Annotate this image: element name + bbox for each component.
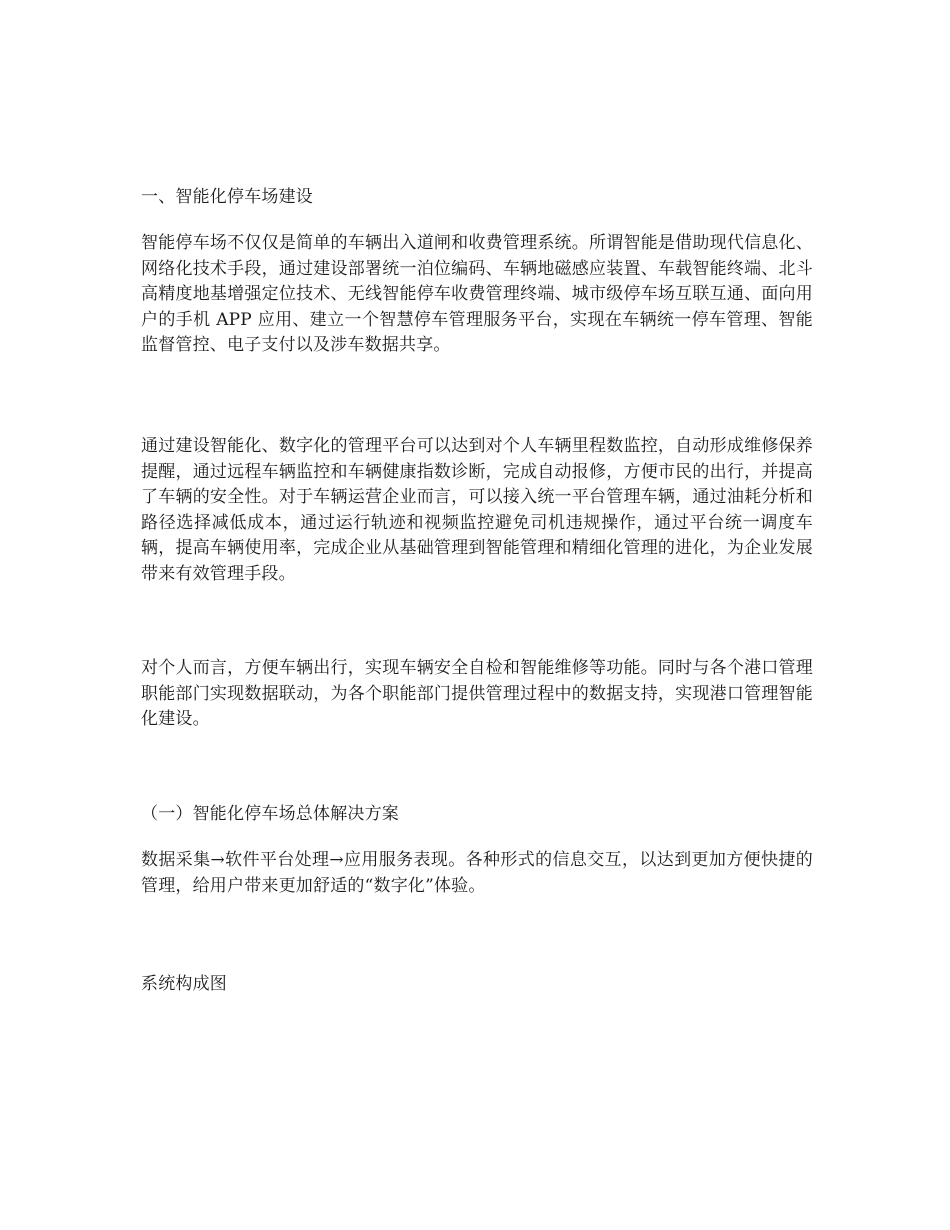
paragraph-personal-benefits: 对个人而言，方便车辆出行，实现车辆安全自检和智能维修等功能。同时与各个港口管理职能部门实现数据联动，为各个职能部门提供管理过程中的数据支持，实现港口管理智能化建设。 bbox=[141, 658, 813, 730]
paragraph-data-flow: 数据采集→软件平台处理→应用服务表现。各种形式的信息交互，以达到更加方便快捷的管理，给用户带来更加舒适的“数字化”体验。 bbox=[141, 850, 813, 896]
paragraph-intro: 智能停车场不仅仅是简单的车辆出入道闸和收费管理系统。所谓智能是借助现代信息化、网络化技术手段，通过建设部署统一泊位编码、车辆地磁感应装置、车载智能终端、北斗高精度地基增强定位技术、无线智能停车收费管理终端、城市级停车场互联互通、面向用户的手机 APP 应用、建立一个智慧停车管理服务平台，实现在车辆统一停车管理、智能监督管控、电子支付以及涉车数据共享。 bbox=[141, 233, 813, 356]
paragraph-management-platform: 通过建设智能化、数字化的管理平台可以达到对个人车辆里程数监控，自动形成维修保养提醒，通过远程车辆监控和车辆健康指数诊断，完成自动报修，方便市民的出行，并提高了车辆的安全性。对于车辆运营企业而言，可以接入统一平台管理车辆，通过油耗分析和路径选择减低成本，通过运行轨迹和视频监控避免司机违规操作，通过平台统一调度车辆，提高车辆使用率，完成企业从基础管理到智能管理和精细化管理的进化，为企业发展带来有效管理手段。 bbox=[141, 436, 813, 584]
section-heading: 一、智能化停车场建设 bbox=[141, 187, 313, 207]
figure-caption: 系统构成图 bbox=[141, 974, 227, 994]
subsection-heading: （一）智能化停车场总体解决方案 bbox=[141, 804, 399, 824]
